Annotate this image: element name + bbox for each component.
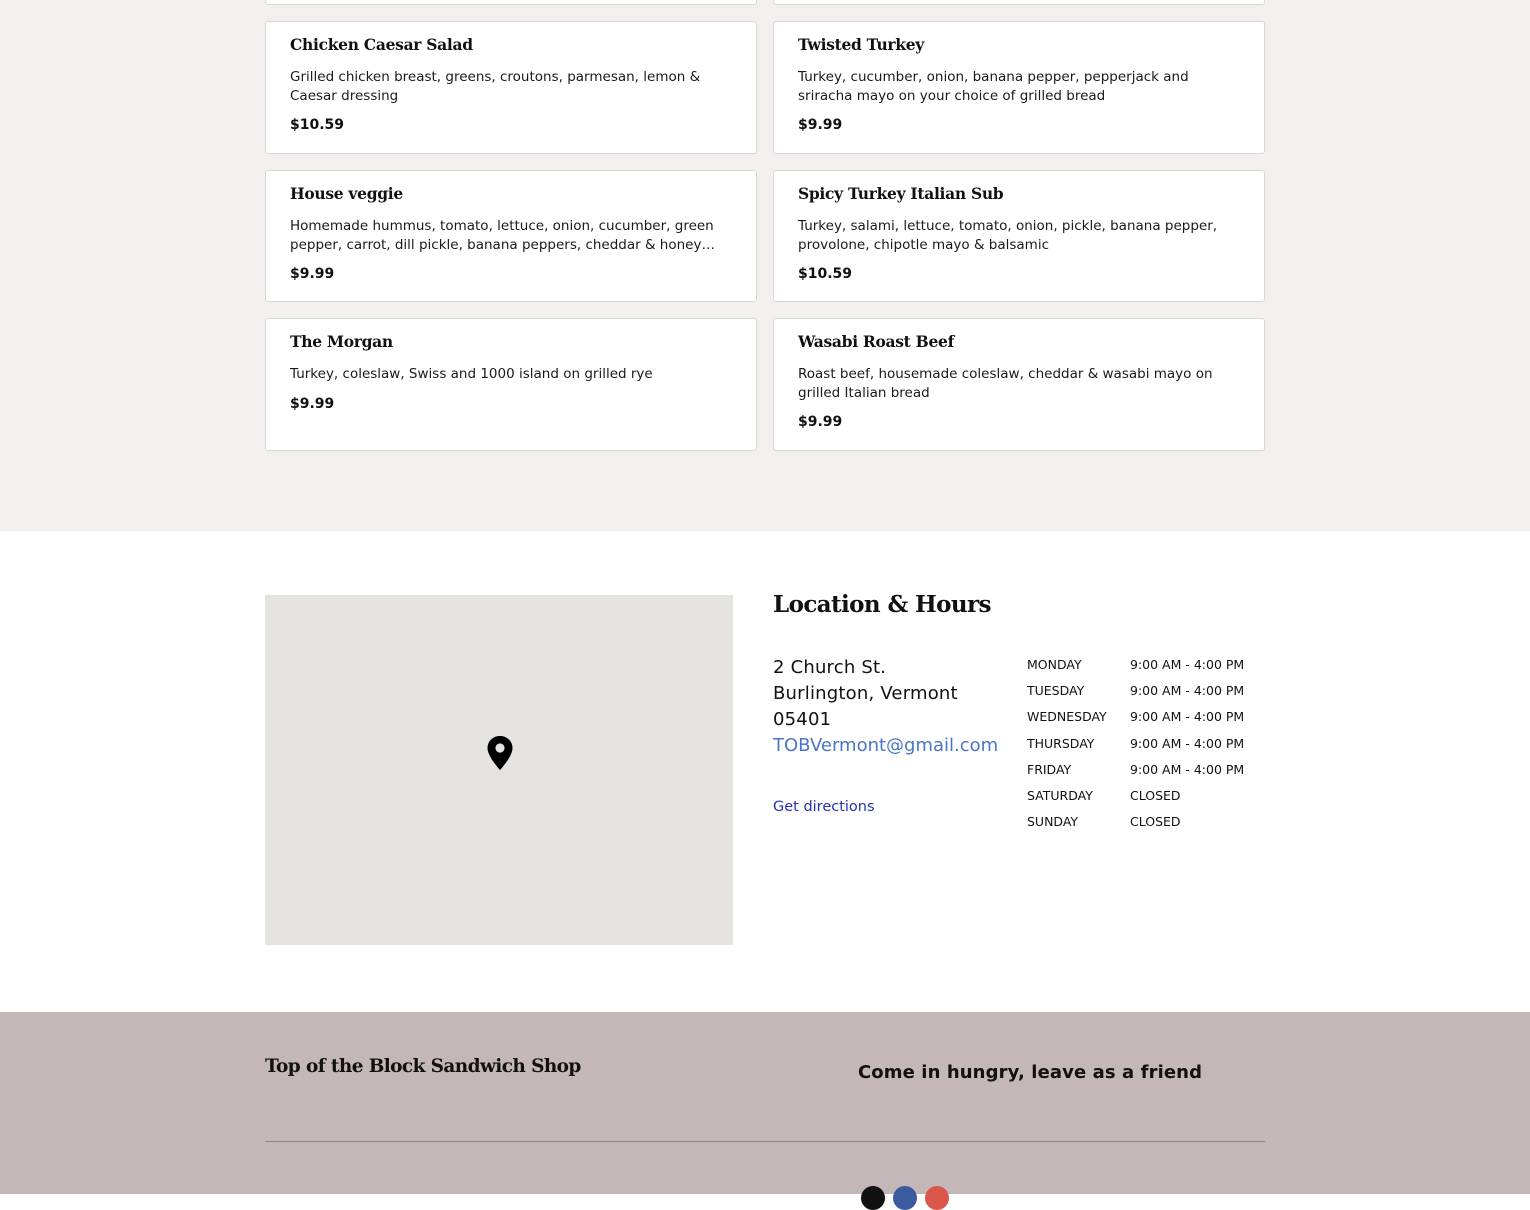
address-street: 2 Church St. [773,657,887,678]
address [773,655,1001,733]
hours-row [1027,784,1267,810]
hours-row [1027,810,1267,836]
get-directions-link[interactable]: Get directions [773,799,875,815]
hours-day: THURSDAY [1027,735,1095,751]
hours-time: CLOSED [1130,814,1181,830]
social-icon[interactable] [861,1186,885,1210]
menu-card-partial [265,0,757,5]
hours-row [1027,679,1267,705]
menu-item-price: $10.59 [290,117,345,133]
hours-day: SATURDAY [1027,787,1093,803]
hours-day: FRIDAY [1027,761,1072,777]
hours-time: 9:00 AM - 4:00 PM [1130,709,1245,725]
hours-row [1027,732,1267,758]
address-city: Burlington, Vermont [773,683,958,704]
hours-day: SUNDAY [1027,814,1079,830]
hours-table [1027,653,1267,836]
hours-time: 9:00 AM - 4:00 PM [1130,761,1245,777]
menu-card[interactable] [773,21,1265,154]
hours-row [1027,653,1267,679]
menu-card-partial [773,0,1265,5]
menu-item-name: Wasabi Roast Beef [798,332,954,351]
menu-item-name: House veggie [290,184,403,203]
menu-item-name: Spicy Turkey Italian Sub [798,184,1004,203]
menu-item-description: Grilled chicken breast, greens, croutons, parmesan, lemon & Caesar dressing [290,69,701,104]
address-zip: 05401 [773,709,832,730]
hours-day: TUESDAY [1027,683,1085,699]
footer [0,1012,1530,1194]
footer-tagline: Come in hungry, leave as a friend [858,1062,1203,1083]
menu-item-price: $9.99 [290,396,335,412]
footer-divider [265,1141,1265,1142]
location-title: Location & Hours [773,591,991,618]
menu-item-description: Homemade hummus, tomato, lettuce, onion, cucumber, green pepper, carrot, dill pickle, banana peppers, cheddar & honey… [290,218,715,253]
hours-day: MONDAY [1027,657,1082,672]
map-pin-icon[interactable] [486,735,514,771]
email-link[interactable]: TOBVermont@gmail.com [773,735,999,756]
menu-section [0,0,1530,531]
hours-time: 9:00 AM - 4:00 PM [1130,657,1245,672]
menu-item-name: Twisted Turkey [798,35,924,54]
menu-item-description: Turkey, coleslaw, Swiss and 1000 island on grilled rye [290,366,653,382]
menu-card[interactable] [265,21,757,154]
map[interactable] [265,595,733,945]
location-section [0,531,1530,1012]
menu-item-description: Roast beef, housemade coleslaw, cheddar & wasabi mayo on grilled Italian bread [798,366,1213,401]
menu-item-description: Turkey, cucumber, onion, banana pepper, pepperjack and sriracha mayo on your choice of grilled bread [798,69,1189,104]
menu-item-name: Chicken Caesar Salad [290,35,473,54]
menu-card[interactable] [773,170,1265,302]
hours-time: 9:00 AM - 4:00 PM [1130,735,1245,751]
menu-item-price: $9.99 [798,117,843,133]
hours-row [1027,705,1267,731]
hours-row [1027,758,1267,784]
hours-day: WEDNESDAY [1027,709,1107,725]
menu-card[interactable] [773,318,1265,451]
menu-item-price: $9.99 [290,266,335,282]
menu-item-description: Turkey, salami, lettuce, tomato, onion, pickle, banana pepper, provolone, chipotle mayo & balsamic [798,218,1218,253]
hours-time: CLOSED [1130,787,1181,803]
hours-time: 9:00 AM - 4:00 PM [1130,683,1245,699]
social-icon[interactable] [925,1186,949,1210]
menu-card[interactable] [265,170,757,302]
menu-item-price: $10.59 [798,266,853,282]
footer-brand[interactable]: Top of the Block Sandwich Shop [265,1056,581,1077]
menu-card[interactable] [265,318,757,451]
menu-item-name: The Morgan [290,332,393,351]
menu-item-price: $9.99 [798,414,843,430]
facebook-icon[interactable] [893,1186,917,1210]
